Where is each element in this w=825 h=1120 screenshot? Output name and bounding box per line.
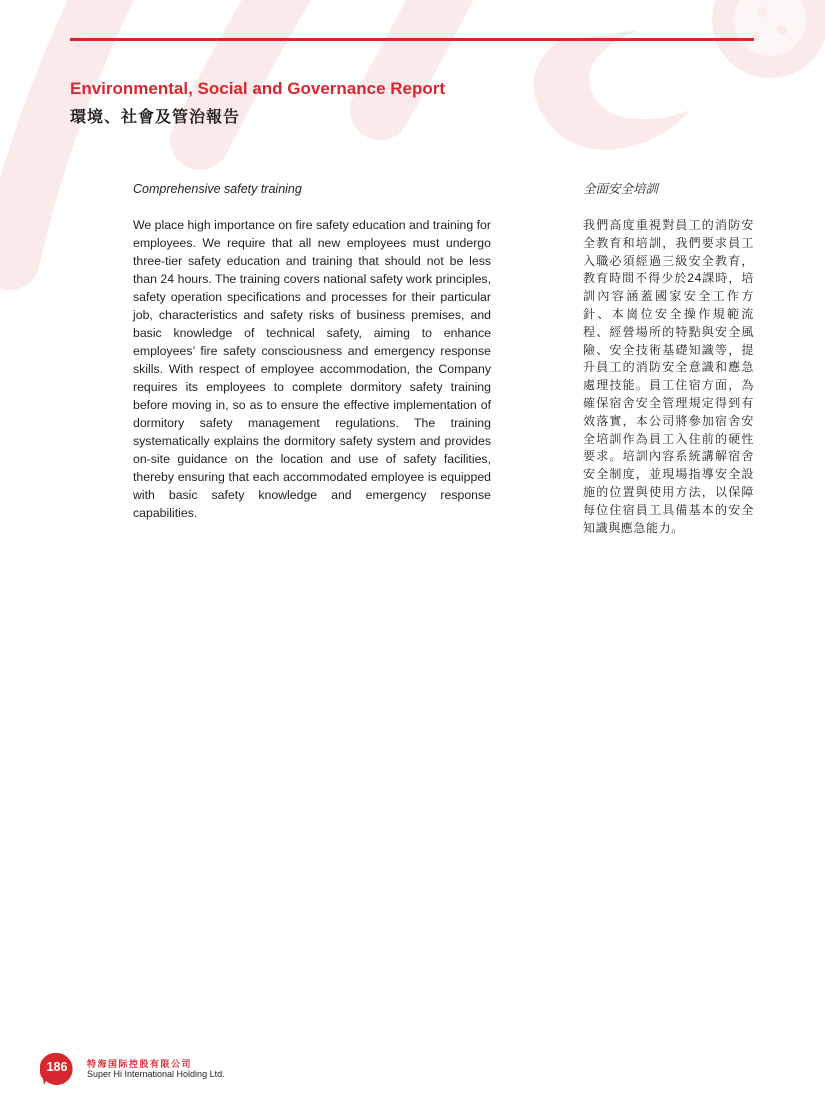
section-body-chinese: 我們高度重視對員工的消防安全教育和培訓，我們要求員工入職必須經過三級安全教育，教育時間不得少於24課時，培訓內容涵蓋國家安全工作方針、本崗位安全操作規範流程、經營場所的特點與安全風險、安全技術基礎知識等，提升員工的消防安全意識和應急處理技能。員工住宿方面，為確保宿舍安全管理規定得到有效落實，本公司將參加宿舍安全培訓作為員工入住前的硬性要求。培訓內容系統講解宿舍安全制度，並現場指導安全設施的位置與使用方法，以保障每位住宿員工具備基本的安全知識與應急能力。 xyxy=(583,218,754,535)
report-title-chinese: 環境、社會及管治報告 xyxy=(70,109,241,126)
english-column xyxy=(133,181,491,522)
section-heading-english: Comprehensive safety training xyxy=(133,182,302,196)
company-name-english: Super Hi International Holding Ltd. xyxy=(87,1069,225,1079)
shrimp-watermark-icon xyxy=(533,30,690,150)
section-heading-chinese: 全面安全培訓 xyxy=(583,182,659,196)
page-number: 186 xyxy=(46,1060,68,1074)
section-body-english: We place high importance on fire safety education and training for employees. We require that all new employees must undergo three-tier safety education and training that should not be less than 24 hours. The training covers national safety work principles, safety operation specifications and processes for their particular job, characteristics and safety risks of business premises, and basic knowledge of technical safety, aiming to enhance employees’ fire safety consciousness and emergency response skills. With respect of employee accommodation, the Company requires its employees to complete dormitory safety training before moving in, so as to ensure the effective implementation of dormitory safety management regulations. The training systematically explains the dormitory safety system and provides on-site guidance on the location and use of safety facilities, thereby ensuring that each accommodated employee is equipped with basic safety knowledge and emergency response capabilities. xyxy=(133,218,491,520)
company-name-chinese: 特海国际控股有限公司 xyxy=(87,1059,193,1069)
header-rule xyxy=(70,38,754,41)
report-title-english: Environmental, Social and Governance Report xyxy=(70,79,446,98)
chinese-column xyxy=(583,181,754,537)
